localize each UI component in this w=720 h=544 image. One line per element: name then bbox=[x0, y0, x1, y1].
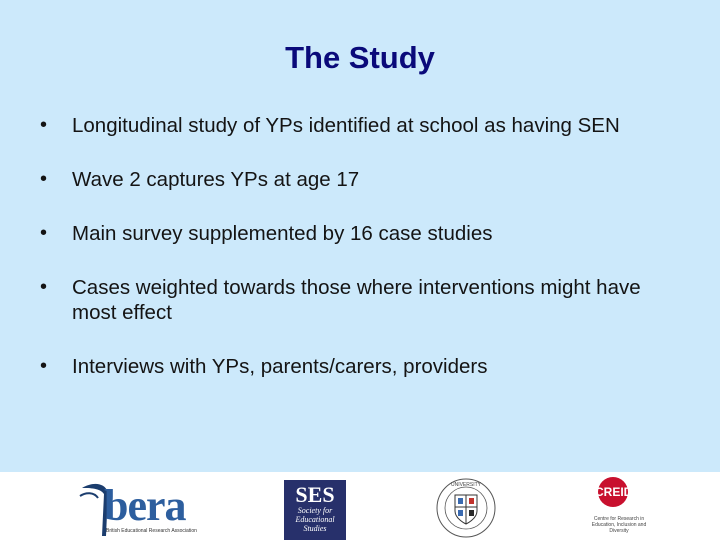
bullet-dot: • bbox=[40, 276, 48, 298]
bullet-dot: • bbox=[40, 168, 48, 190]
ses-logo bbox=[284, 480, 346, 540]
bullet-item bbox=[30, 167, 690, 192]
svg-text:UNIVERSITY: UNIVERSITY bbox=[450, 482, 482, 488]
bullet-list bbox=[30, 113, 690, 408]
bullet-dot: • bbox=[40, 222, 48, 244]
bullet-text: Interviews with YPs, parents/carers, providers bbox=[72, 355, 488, 378]
bullet-item bbox=[30, 275, 690, 325]
bera-subtitle: British Educational Research Association bbox=[106, 528, 197, 534]
bullet-dot: • bbox=[40, 355, 48, 377]
bullet-text: Cases weighted towards those where interventions might have most effect bbox=[72, 276, 641, 324]
ses-subtitle: Society for Educational Studies bbox=[295, 506, 335, 533]
bullet-text: Main survey supplemented by 16 case studies bbox=[72, 222, 493, 245]
creid-logo bbox=[588, 476, 650, 538]
bullet-text: Longitudinal study of YPs identified at school as having SEN bbox=[72, 114, 620, 137]
bullet-item bbox=[30, 113, 690, 138]
bullet-text: Wave 2 captures YPs at age 17 bbox=[72, 168, 360, 191]
slide-title: The Study bbox=[285, 40, 435, 75]
creid-subtitle: Centre for Research in Education, Inclusion and Diversity bbox=[591, 516, 647, 534]
bullet-dot: • bbox=[40, 114, 48, 136]
creid-wordmark: CREID bbox=[595, 485, 633, 499]
ses-wordmark: SES bbox=[295, 482, 335, 507]
bullet-item bbox=[30, 221, 690, 246]
bera-logo bbox=[78, 478, 206, 538]
bullet-item bbox=[30, 354, 690, 379]
university-crest-icon bbox=[430, 477, 502, 539]
university-crest-logo bbox=[430, 477, 502, 539]
bera-wordmark: bera bbox=[104, 481, 186, 530]
